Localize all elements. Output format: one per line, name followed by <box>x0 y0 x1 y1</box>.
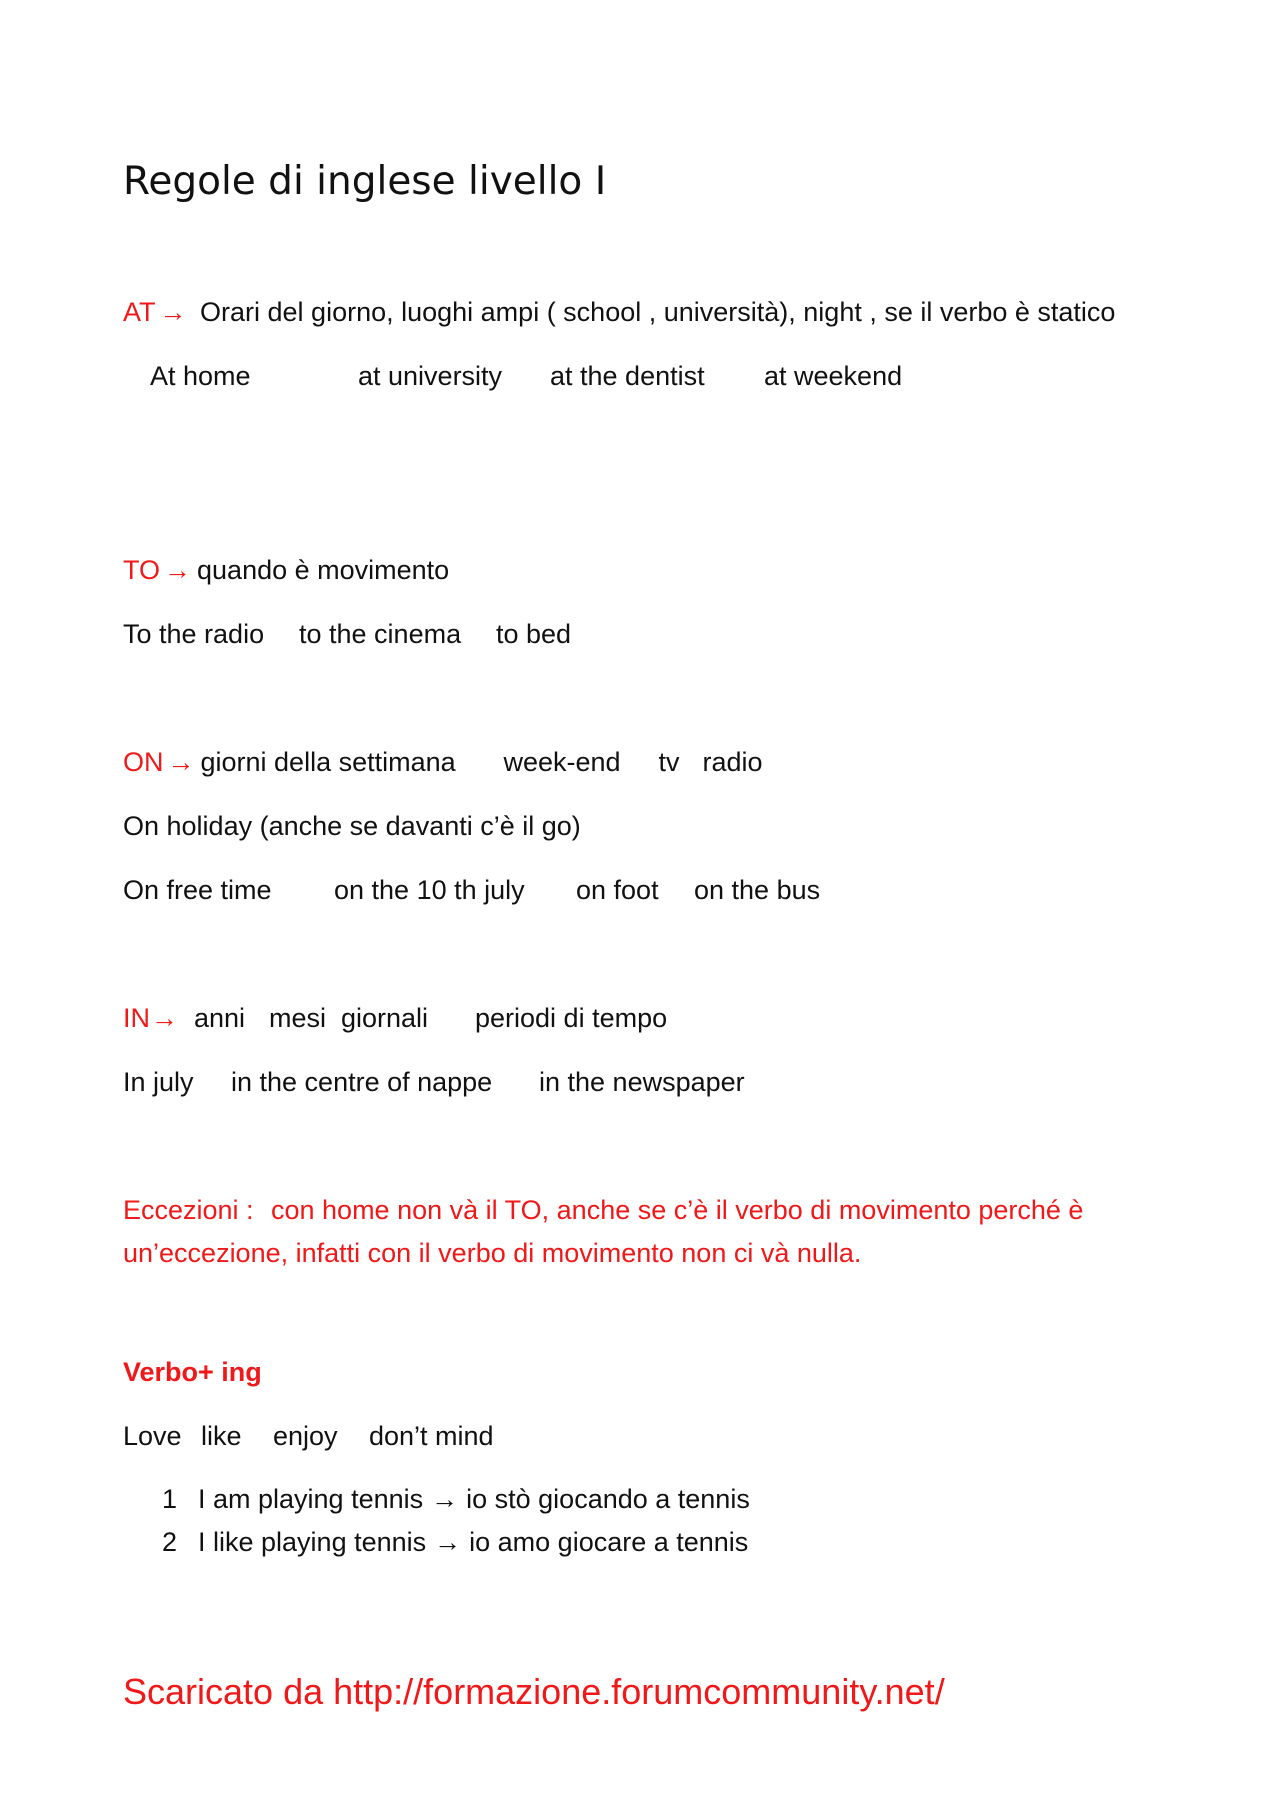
at-example: at the dentist <box>550 361 705 391</box>
on-description: week-end <box>503 747 621 777</box>
in-rule <box>123 1001 667 1035</box>
list-number: 1 <box>162 1484 178 1514</box>
arrow-right-icon: → <box>159 297 187 327</box>
in-example: in the newspaper <box>539 1067 745 1097</box>
on-description: giorni della settimana <box>200 747 456 777</box>
list-item <box>162 1525 748 1559</box>
at-examples <box>150 359 902 393</box>
to-example: to bed <box>496 619 572 649</box>
arrow-right-icon: → <box>151 1003 178 1033</box>
on-example: on the 10 th july <box>334 875 525 905</box>
in-description: anni <box>194 1003 246 1033</box>
arrow-right-icon: → <box>164 555 192 585</box>
on-note: On holiday (anche se davanti c’è il go) <box>123 811 581 841</box>
on-example: On free time <box>123 875 272 905</box>
verb-item: don’t mind <box>369 1421 494 1451</box>
exceptions-line-1 <box>123 1193 1083 1227</box>
at-label: AT <box>123 297 156 327</box>
to-label: TO <box>123 555 161 585</box>
at-description: Orari del giorno, luoghi ampi ( school , università), night , se il verbo è statico <box>200 297 1116 327</box>
in-description: mesi <box>269 1003 327 1033</box>
page-title: Regole di inglese livello I <box>123 159 607 204</box>
in-description: giornali <box>341 1003 429 1033</box>
footer-source-link[interactable]: Scaricato da http://formazione.forumcommunity.net/ <box>123 1671 945 1712</box>
arrow-right-icon: → <box>431 1484 459 1514</box>
in-example: in the centre of nappe <box>231 1067 493 1097</box>
to-example: to the cinema <box>299 619 462 649</box>
on-example: on foot <box>576 875 659 905</box>
on-description: radio <box>702 747 763 777</box>
on-rule <box>123 745 763 779</box>
on-examples <box>123 873 820 907</box>
at-example: at weekend <box>764 361 903 391</box>
in-description: periodi di tempo <box>475 1003 668 1033</box>
verb-ing-verbs <box>123 1419 494 1453</box>
list-english: I like playing tennis <box>198 1527 427 1557</box>
list-english: I am playing tennis <box>198 1484 424 1514</box>
verb-ing-heading: Verbo+ ing <box>123 1357 262 1387</box>
at-example: at university <box>358 361 503 391</box>
at-rule <box>123 295 1115 329</box>
at-example: At home <box>150 361 251 391</box>
arrow-right-icon: → <box>434 1527 462 1557</box>
verb-item: like <box>201 1421 242 1451</box>
to-description: quando è movimento <box>197 555 450 585</box>
exceptions-label: Eccezioni : <box>123 1195 254 1225</box>
on-example: on the bus <box>694 875 821 905</box>
list-item <box>162 1482 750 1516</box>
to-examples <box>123 617 571 651</box>
exceptions-text: con home non và il TO, anche se c’è il verbo di movimento perché è <box>271 1195 1084 1225</box>
on-description: tv <box>658 747 680 777</box>
in-label: IN <box>123 1003 150 1033</box>
arrow-right-icon: → <box>167 747 195 777</box>
exceptions-line-2: un’eccezione, infatti con il verbo di movimento non ci và nulla. <box>123 1238 862 1268</box>
list-number: 2 <box>162 1527 178 1557</box>
verb-item: enjoy <box>273 1421 338 1451</box>
verb-item: Love <box>123 1421 182 1451</box>
to-rule <box>123 553 449 587</box>
list-italian: io amo giocare a tennis <box>469 1527 749 1557</box>
in-examples <box>123 1065 745 1099</box>
on-label: ON <box>123 747 164 777</box>
in-example: In july <box>123 1067 194 1097</box>
to-example: To the radio <box>123 619 265 649</box>
list-italian: io stò giocando a tennis <box>466 1484 750 1514</box>
